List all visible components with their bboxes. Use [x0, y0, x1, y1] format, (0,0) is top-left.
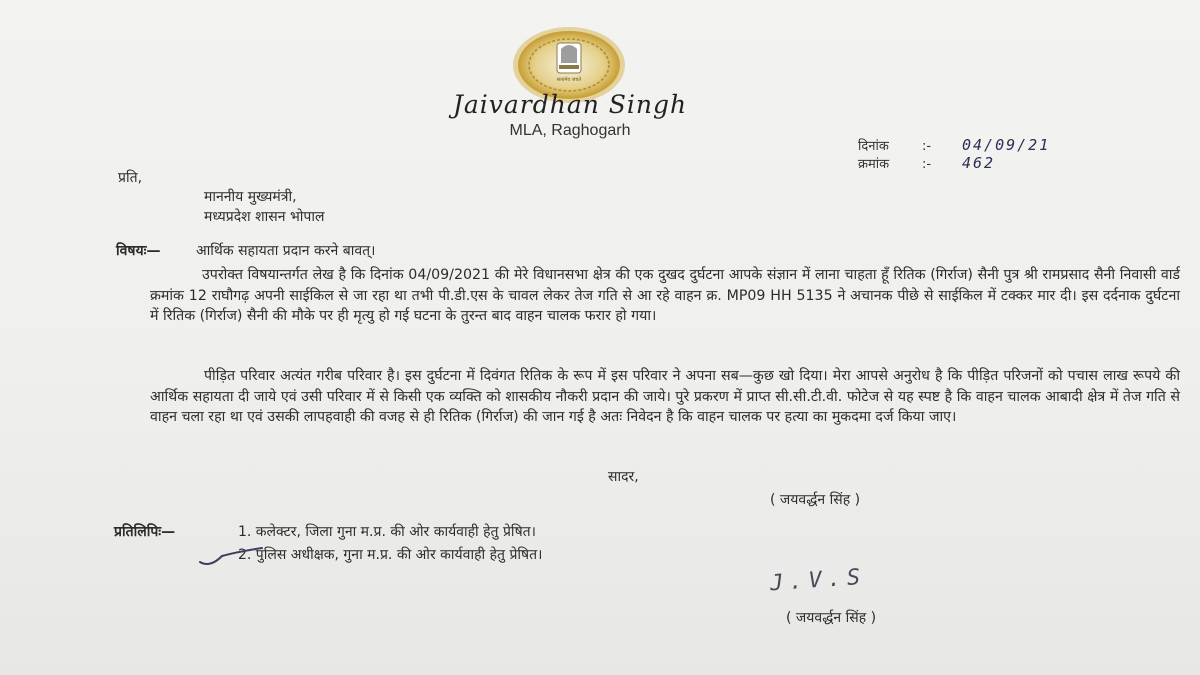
- copies-item-2: 2. पुलिस अधीक्षक, गुना म.प्र. की ओर कार्यवाही हेतु प्रेषित।: [238, 547, 543, 563]
- recipient-prefix: प्रति,: [118, 170, 143, 186]
- recipient-line2: मध्यप्रदेश शासन भोपाल: [204, 209, 325, 225]
- letterhead-role: MLA, Raghogarh: [509, 122, 631, 139]
- svg-text:सत्यमेव जयते: सत्यमेव जयते: [556, 77, 582, 83]
- body-paragraph-1: उपरोक्त विषयान्तर्गत लेख है कि दिनांक 04/09/2021 की मेरे विधानसभा क्षेत्र की एक दुखद दुर्घटना आपके संज्ञान में लाना चाहता हूँ रितिक (गिर्राज) सैनी पुत्र श्री रामप्रसाद सैनी निवासी वार्ड क्रमांक 12 राघौगढ़ अपनी साईकिल से जा रहा था तभी पी.डी.एस के चावल लेकर तेज गति से आ रहे वाहन क्र. MP09 HH 5135 ने अचानक पीछे से साईकिल में टक्कर मार दी। इस दर्दनाक दुर्घटना में रितिक (गिर्राज) सैनी की मौके पर ही मृत्यु हो गई घटना के तुरन्त बाद वाहन चालक फरार हो गया।: [150, 267, 1180, 324]
- date-label: दिनांक: [858, 139, 889, 154]
- signature-printed-name: ( जयवर्द्धन सिंह ): [786, 610, 877, 626]
- date-row: [858, 136, 1050, 154]
- copies-item-1: 1. कलेक्टर, जिला गुना म.प्र. की ओर कार्यवाही हेतु प्रेषित।: [238, 524, 536, 540]
- subject-label: विषयः—: [116, 243, 161, 259]
- subject-text: आर्थिक सहायता प्रदान करने बावत्।: [196, 243, 376, 259]
- recipient-line1: माननीय मुख्यमंत्री,: [204, 189, 297, 205]
- closing-signer: ( जयवर्द्धन सिंह ): [770, 492, 861, 508]
- letterhead-name: Jaivardhan Singh: [452, 90, 688, 119]
- number-label: क्रमांक: [858, 157, 890, 172]
- number-value: 462: [962, 154, 996, 172]
- number-separator: :-: [922, 157, 932, 172]
- date-separator: :-: [922, 139, 932, 154]
- date-value: 04/09/21: [962, 136, 1051, 154]
- body-paragraph-2: पीड़ित परिवार अत्यंत गरीब परिवार है। इस दुर्घटना में दिवंगत रितिक के रूप में इस परिवार ने अपना सब—कुछ खो दिया। मेरा आपसे अनुरोध है कि पीड़ित परिजनों को पचास लाख रूपये की आर्थिक सहायता दी जाये एवं उसी परिवार में से किसी एक व्यक्ति को शासकीय नौकरी प्रदान की जाये। पुरे प्रकरण में प्राप्त सी.सी.टी.वी. फोटेज से यह स्पष्ट है कि वाहन चालक आबादी क्षेत्र में तेज गति से वाहन चला रहा था एवं उसकी लापहवाही की वजह से ही रितिक (गिर्राज) की जान गई है अतः निवेदन है कि वाहन चालक पर हत्या का मुकदमा दर्ज किया जाए।: [150, 368, 1180, 425]
- copies-label: प्रतिलिपिः—: [114, 524, 176, 540]
- number-row: [858, 154, 995, 172]
- handwritten-tick-icon: [196, 540, 276, 570]
- handwritten-signature: J.V.S: [769, 564, 867, 597]
- closing-regards: सादर,: [608, 469, 639, 485]
